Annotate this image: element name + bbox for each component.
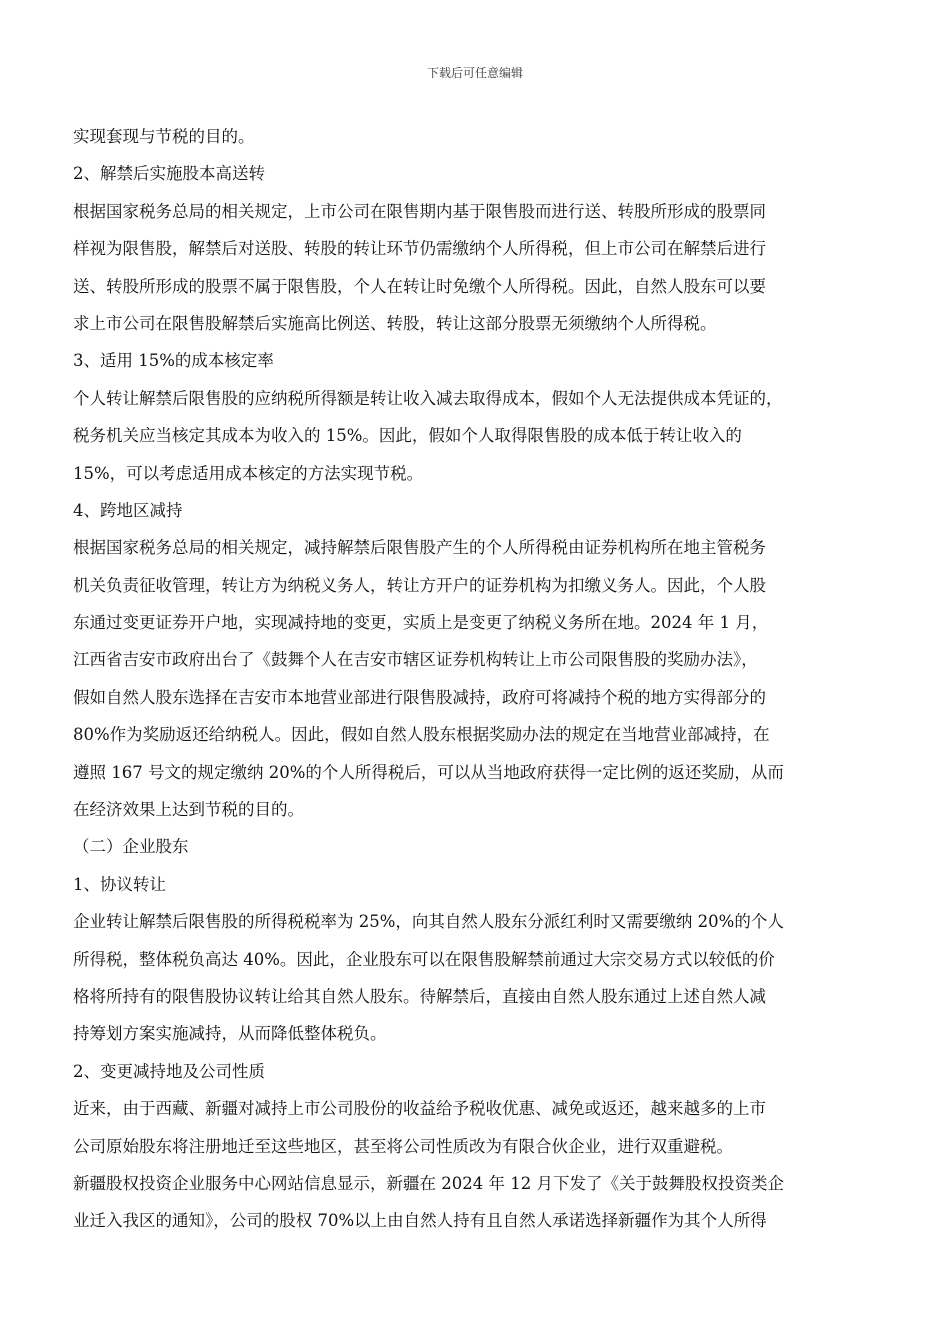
paragraph-line: 格将所持有的限售股协议转让给其自然人股东。待解禁后，直接由自然人股东通过上述自然人减 bbox=[73, 986, 766, 1006]
paragraph-line: 新疆股权投资企业服务中心网站信息显示，新疆在 2024 年 12 月下发了《关于鼓舞股权投资类企 bbox=[73, 1173, 784, 1193]
paragraph-line: 公司原始股东将注册地迁至这些地区，甚至将公司性质改为有限合伙企业，进行双重避税。 bbox=[73, 1136, 733, 1156]
paragraph-line: 所得税，整体税负高达 40%。因此，企业股东可以在限售股解禁前通过大宗交易方式以较低的价 bbox=[73, 949, 775, 969]
paragraph-line: 遵照 167 号文的规定缴纳 20%的个人所得税后，可以从当地政府获得一定比例的返还奖励，从而 bbox=[73, 762, 784, 782]
paragraph-line: 江西省吉安市政府出台了《鼓舞个人在吉安市辖区证券机构转让上市公司限售股的奖励办法》， bbox=[73, 650, 758, 670]
paragraph-line: 机关负责征收管理，转让方为纳税义务人，转让方开户的证券机构为扣缴义务人。因此，个人股 bbox=[73, 575, 766, 595]
section-heading: （二）企业股东 bbox=[73, 837, 189, 857]
section-heading: 2、变更减持地及公司性质 bbox=[73, 1061, 265, 1081]
section-heading: 4、跨地区减持 bbox=[73, 500, 183, 520]
paragraph-line: 企业转让解禁后限售股的所得税税率为 25%，向其自然人股东分派红利时又需要缴纳 20%的个人 bbox=[73, 912, 784, 932]
section-heading: 2、解禁后实施股本高送转 bbox=[73, 164, 265, 184]
paragraph-line: 实现套现与节税的目的。 bbox=[73, 127, 255, 146]
section-heading: 3、适用 15%的成本核定率 bbox=[73, 351, 274, 371]
document-body bbox=[73, 118, 883, 1240]
paragraph-line: 根据国家税务总局的相关规定，上市公司在限售期内基于限售股而进行送、转股所形成的股票同 bbox=[73, 201, 766, 221]
paragraph-line: 持筹划方案实施减持，从而降低整体税负。 bbox=[73, 1024, 387, 1044]
paragraph-line: 近来，由于西藏、新疆对减持上市公司股份的收益给予税收优惠、减免或返还，越来越多的上市 bbox=[73, 1099, 766, 1119]
paragraph-line: 求上市公司在限售股解禁后实施高比例送、转股，转让这部分股票无须缴纳个人所得税。 bbox=[73, 313, 717, 333]
paragraph-line: 假如自然人股东选择在吉安市本地营业部进行限售股减持，政府可将减持个税的地方实得部分的 bbox=[73, 687, 766, 707]
paragraph-line: 税务机关应当核定其成本为收入的 15%。因此，假如个人取得限售股的成本低于转让收入的 bbox=[73, 426, 742, 446]
paragraph-line: 个人转让解禁后限售股的应纳税所得额是转让收入减去取得成本，假如个人无法提供成本凭证的， bbox=[73, 388, 783, 408]
section-heading: 1、协议转让 bbox=[73, 874, 166, 894]
paragraph-line: 在经济效果上达到节税的目的。 bbox=[73, 800, 304, 820]
paragraph-line: 根据国家税务总局的相关规定，减持解禁后限售股产生的个人所得税由证券机构所在地主管税务 bbox=[73, 538, 766, 558]
paragraph-line: 80%作为奖励返还给纳税人。因此，假如自然人股东根据奖励办法的规定在当地营业部减持，在 bbox=[73, 725, 770, 745]
paragraph-line: 送、转股所形成的股票不属于限售股，个人在转让时免缴个人所得税。因此，自然人股东可以要 bbox=[73, 276, 766, 296]
paragraph-line: 样视为限售股，解禁后对送股、转股的转让环节仍需缴纳个人所得税，但上市公司在解禁后进行 bbox=[73, 239, 766, 259]
paragraph-line: 业迁入我区的通知》，公司的股权 70%以上由自然人持有且自然人承诺选择新疆作为其个人所得 bbox=[73, 1211, 767, 1231]
paragraph-line: 东通过变更证券开户地，实现减持地的变更，实质上是变更了纳税义务所在地。2024 年 1 月， bbox=[73, 613, 769, 633]
paragraph-line: 15%，可以考虑适用成本核定的方法实现节税。 bbox=[73, 463, 424, 483]
page-header: 下载后可任意编辑 bbox=[426, 66, 523, 80]
